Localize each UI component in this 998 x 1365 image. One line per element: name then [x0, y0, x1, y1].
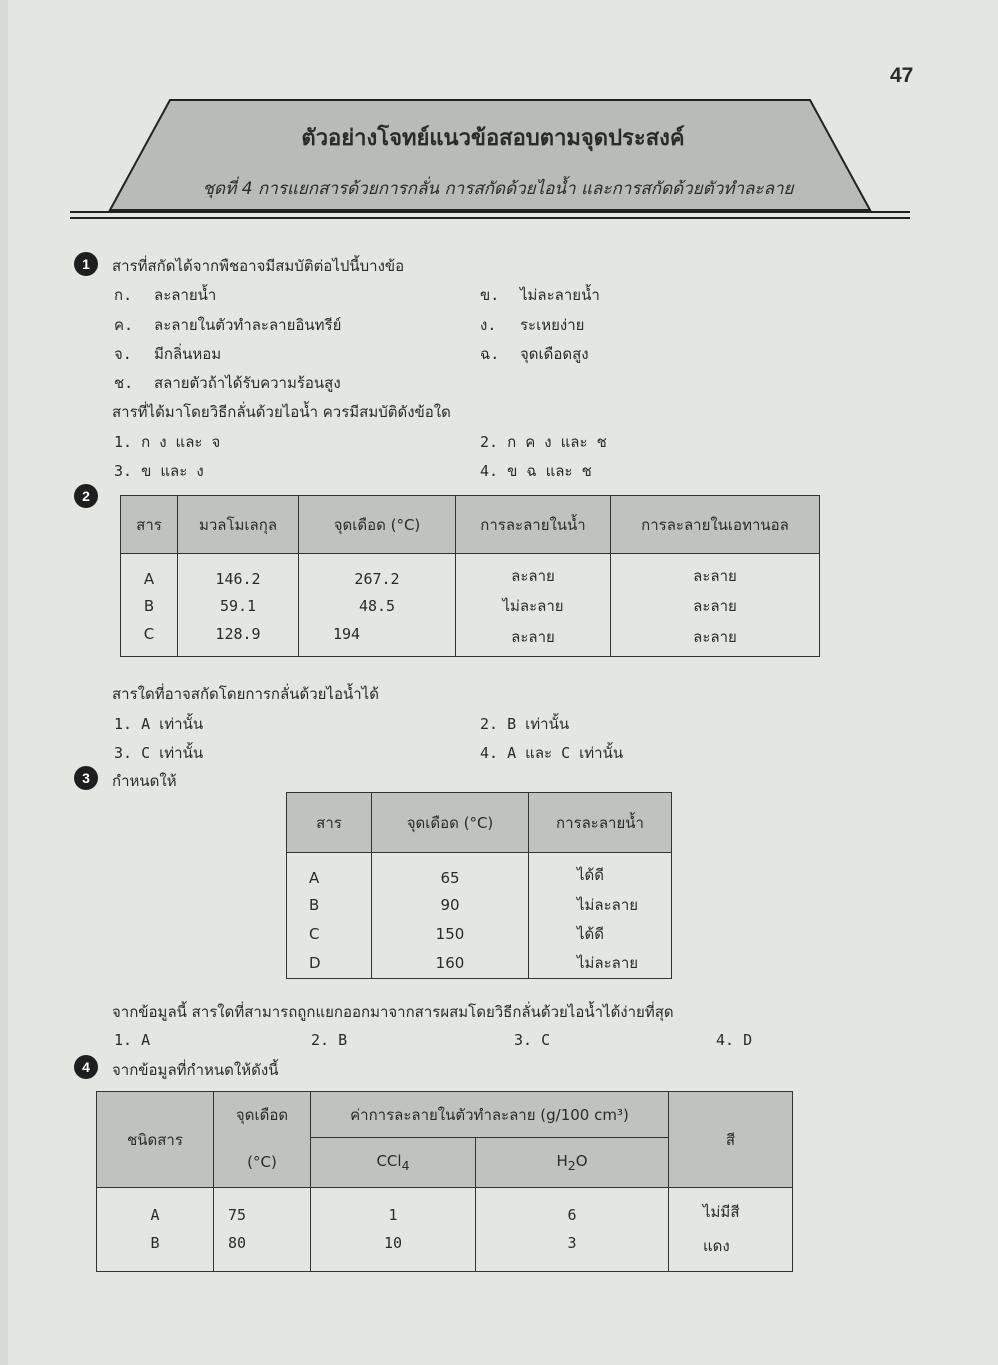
page: [8, 0, 998, 1365]
q4-header-color: สี: [669, 1092, 793, 1188]
q1-choice-2[interactable]: 2. ก ค ง และ ช: [480, 433, 607, 451]
q1-prop-label: ข.: [480, 286, 500, 304]
table-row: [97, 1188, 793, 1228]
q2-cell: ละลาย: [611, 592, 820, 621]
q1-prop-label: ฉ.: [480, 345, 500, 363]
q4-header-bp-unit: (°C): [214, 1138, 311, 1188]
q4-header-ccl4: [311, 1138, 476, 1188]
q3-choice-4[interactable]: 4. D: [716, 1031, 753, 1049]
q2-question: สารใดที่อาจสกัดโดยการกลั่นด้วยไอน้ำได้: [112, 685, 379, 703]
q1-prop-label: ค.: [114, 316, 134, 334]
q2-header: การละลายในเอทานอล: [611, 496, 820, 554]
q2-cell: 146.2: [178, 554, 299, 592]
q1-prop-text: ระเหยง่าย: [520, 316, 585, 334]
q2-header: จุดเดือด (°C): [299, 496, 456, 554]
q3-header: สาร: [287, 793, 372, 853]
q2-cell: ละลาย: [456, 621, 611, 657]
q2-cell: 128.9: [178, 621, 299, 657]
q2-header: สาร: [121, 496, 178, 554]
q2-cell: 59.1: [178, 592, 299, 621]
q1-prop-label: จ.: [114, 345, 132, 363]
q3-cell: 150: [372, 920, 529, 949]
q4-cell: 10: [311, 1228, 476, 1272]
q1-prop-text: ไม่ละลายน้ำ: [520, 286, 600, 304]
table-row: [287, 891, 672, 920]
q3-cell: ได้ดี: [529, 853, 672, 891]
q3-cell: D: [287, 949, 372, 979]
q2-cell: 194: [299, 621, 456, 657]
q2-header: มวลโมเลกุล: [178, 496, 299, 554]
q3-choice-3[interactable]: 3. C: [514, 1031, 551, 1049]
q3-cell: 65: [372, 853, 529, 891]
ccl4-subscript: 4: [401, 1158, 410, 1173]
q3-header: จุดเดือด (°C): [372, 793, 529, 853]
q3-table: [286, 792, 672, 979]
table-row: [121, 621, 820, 657]
q3-cell: C: [287, 920, 372, 949]
q2-cell: ละลาย: [611, 554, 820, 592]
q1-prop-label: ช.: [114, 374, 134, 392]
q4-cell: B: [97, 1228, 214, 1272]
header-banner: [70, 98, 910, 228]
table-row: [287, 853, 672, 891]
q1-prop-text: ละลายในตัวทำละลายอินทรีย์: [154, 316, 342, 334]
q3-choice-2[interactable]: 2. B: [311, 1031, 348, 1049]
q1-prop-text: สลายตัวถ้าได้รับความร้อนสูง: [154, 374, 341, 392]
q4-header-solubility: ค่าการละลายในตัวทำละลาย (g/100 cm³): [311, 1092, 669, 1138]
h2o-text-h: H: [556, 1152, 568, 1170]
q2-cell: A: [121, 554, 178, 592]
banner-subtitle: ชุดที่ 4 การแยกสารด้วยการกลั่น การสกัดด้วยไอน้ำ และการสกัดด้วยตัวทำละลาย: [202, 179, 794, 199]
q3-header: การละลายน้ำ: [529, 793, 672, 853]
q2-cell: ละลาย: [611, 621, 820, 657]
q3-cell: B: [287, 891, 372, 920]
q2-cell: ไม่ละลาย: [456, 592, 611, 621]
q1-stem: สารที่สกัดได้จากพืชอาจมีสมบัติต่อไปนี้บางข้อ: [112, 257, 405, 275]
q1-choice-1[interactable]: 1. ก ง และ จ: [114, 433, 221, 451]
q4-cell: 1: [311, 1188, 476, 1228]
ccl4-text: CCl: [376, 1152, 402, 1170]
q3-cell: ไม่ละลาย: [529, 949, 672, 979]
table-row: [121, 592, 820, 621]
q2-table: [120, 495, 820, 657]
q3-question: จากข้อมูลนี้ สารใดที่สามารถถูกแยกออกมาจากสารผสมโดยวิธีกลั่นด้วยไอน้ำได้ง่ายที่สุด: [112, 1003, 674, 1021]
q4-header-h2o: [476, 1138, 669, 1188]
q2-cell: ละลาย: [456, 554, 611, 592]
q3-cell: ไม่ละลาย: [529, 891, 672, 920]
q1-prop-text: ละลายน้ำ: [154, 286, 217, 304]
q4-cell: 3: [476, 1228, 669, 1272]
q2-cell: 48.5: [299, 592, 456, 621]
table-row: [287, 920, 672, 949]
q2-choice-1[interactable]: 1. A เท่านั้น: [114, 715, 204, 733]
q1-prop-label: ง.: [480, 316, 497, 334]
q4-cell: ไม่มีสี: [669, 1188, 793, 1228]
q1-prop-text: มีกลิ่นหอม: [154, 345, 222, 363]
q2-choice-4[interactable]: 4. A และ C เท่านั้น: [480, 744, 624, 762]
q3-choice-1[interactable]: 1. A: [114, 1031, 151, 1049]
q3-cell: 160: [372, 949, 529, 979]
q4-cell: A: [97, 1188, 214, 1228]
q4-cell: 80: [214, 1228, 311, 1272]
q4-header-type: ชนิดสาร: [97, 1092, 214, 1188]
q1-prop-text: จุดเดือดสูง: [520, 345, 589, 363]
q2-cell: B: [121, 592, 178, 621]
h2o-subscript: 2: [567, 1158, 576, 1173]
q4-table: [96, 1091, 793, 1272]
q4-cell: 75: [214, 1188, 311, 1228]
q1-choice-4[interactable]: 4. ข ฉ และ ช: [480, 462, 592, 480]
table-row: [97, 1228, 793, 1272]
question-number-3: 3: [74, 766, 98, 790]
q4-intro: จากข้อมูลที่กำหนดให้ดังนี้: [112, 1061, 279, 1079]
question-number-4: 4: [74, 1055, 98, 1079]
q1-prop-label: ก.: [114, 286, 133, 304]
q3-intro: กำหนดให้: [112, 772, 177, 790]
question-number-2: 2: [74, 484, 98, 508]
q2-cell: C: [121, 621, 178, 657]
q3-cell: ได้ดี: [529, 920, 672, 949]
table-row: [287, 949, 672, 979]
h2o-text-o: O: [575, 1152, 588, 1170]
q3-cell: 90: [372, 891, 529, 920]
q2-choice-3[interactable]: 3. C เท่านั้น: [114, 744, 204, 762]
page-number: 47: [890, 64, 914, 87]
q1-choice-3[interactable]: 3. ข และ ง: [114, 462, 204, 480]
q2-cell: 267.2: [299, 554, 456, 592]
q3-cell: A: [287, 853, 372, 891]
question-number-1: 1: [74, 252, 98, 276]
q1-question: สารที่ได้มาโดยวิธีกลั่นด้วยไอน้ำ ควรมีสมบัติดังข้อใด: [112, 403, 451, 421]
q4-header-bp: จุดเดือด: [214, 1092, 311, 1138]
table-row: [121, 554, 820, 592]
q2-header: การละลายในน้ำ: [456, 496, 611, 554]
q4-cell: แดง: [669, 1228, 793, 1272]
banner-title: ตัวอย่างโจทย์แนวข้อสอบตามจุดประสงค์: [301, 126, 685, 151]
q4-cell: 6: [476, 1188, 669, 1228]
q2-choice-2[interactable]: 2. B เท่านั้น: [480, 715, 570, 733]
